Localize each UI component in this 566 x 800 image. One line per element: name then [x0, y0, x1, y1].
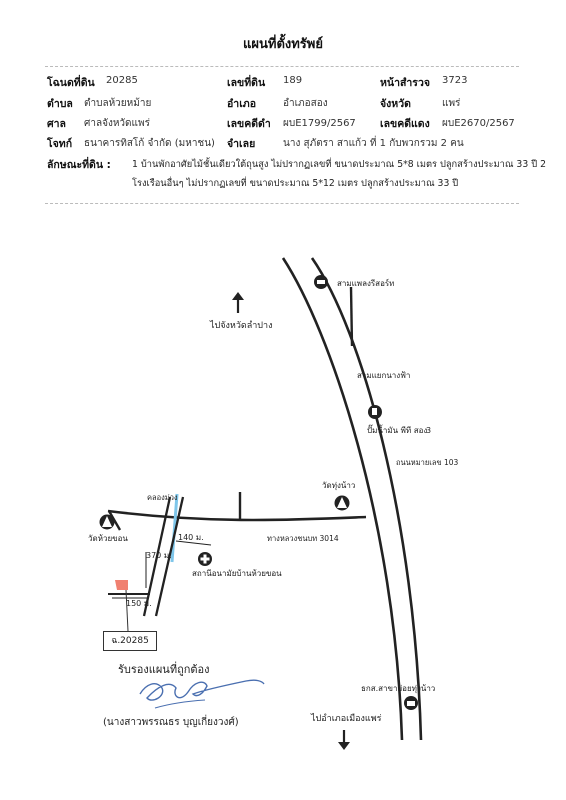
north-arrow-icon [232, 292, 244, 313]
survey-page-label: หน้าสำรวจ [380, 77, 430, 89]
survey-page-value: 3723 [442, 75, 468, 86]
property-plot [115, 580, 128, 590]
temple-east-icon [335, 496, 350, 511]
certifier-name: (นางสาวพรรณธร บุญเกี่ยงวงศ์) [103, 717, 239, 728]
bank-label: ธกส.สาขาย่อยทุ่งน้าว [361, 684, 436, 693]
deed-no-value: 20285 [106, 75, 138, 86]
gas-station-label-2: 3 [426, 426, 432, 435]
distance-150-label: 150 ม. [126, 599, 152, 608]
province-value: แพร่ [442, 98, 461, 109]
signature [140, 680, 264, 708]
rural-road-label: ทางหลวงชนบท 3014 [267, 534, 339, 543]
red-case-label: เลขคดีแดง [380, 118, 430, 130]
characteristics-label: ลักษณะที่ดิน : [47, 159, 111, 171]
deed-no-label: โฉนดที่ดิน [47, 77, 95, 89]
page-title: แผนที่ตั้งทรัพย์ [243, 37, 323, 52]
resort-label: สามแพลงรีสอร์ท [337, 279, 395, 288]
health-station-icon [198, 552, 212, 566]
distance-140-label: 140 ม. [178, 533, 204, 542]
distance-370-label: 370 ม. [146, 551, 172, 560]
health-station-label: สถานีอนามัยบ้านห้วยขอน [192, 569, 282, 578]
province-label: จังหวัด [380, 98, 411, 110]
temple-east-label: วัดทุ่งน้าว [322, 481, 356, 490]
gas-station-label-1: ปั๊มน้ำมัน พีที สอง [367, 426, 428, 435]
highway-103-label: ถนนหมายเลข 103 [396, 458, 459, 467]
branch-road [351, 287, 352, 346]
south-arrow-icon [338, 730, 350, 750]
certification-label: รับรองแผนที่ถูกต้อง [118, 663, 210, 676]
south-direction-label: ไปอำเภอเมืองแพร่ [311, 714, 382, 724]
court-value: ศาลจังหวัดแพร่ [84, 118, 150, 129]
deed-pointer-line [126, 590, 128, 631]
resort-icon [314, 275, 328, 289]
gas-station-icon [368, 405, 382, 419]
black-case-value: ผบE1799/2567 [283, 118, 356, 129]
land-no-label: เลขที่ดิน [227, 77, 266, 89]
plaintiff-label: โจทก์ [47, 138, 73, 150]
district-label: อำเภอ [227, 98, 257, 110]
intersection-label: สามแยกนางฟ้า [357, 371, 411, 380]
defendant-label: จำเลย [227, 138, 256, 150]
district-value: อำเภอสอง [283, 98, 328, 109]
defendant-value: นาง สุภัตรา สาแก้ว ที่ 1 กับพวกรวม 2 คน [283, 138, 464, 149]
court-label: ศาล [47, 118, 66, 130]
plaintiff-value: ธนาคารทิสโก้ จำกัด (มหาชน) [84, 138, 215, 149]
north-direction-label: ไปจังหวัดลำปาง [210, 321, 273, 331]
temple-west-label: วัดห้วยขอน [88, 534, 128, 543]
red-case-value: ผบE2670/2567 [442, 118, 515, 129]
bank-icon [404, 696, 418, 710]
deed-number-box: ฉ.20285 [103, 631, 157, 651]
temple-west-icon [100, 515, 115, 530]
black-case-label: เลขคดีดำ [227, 118, 271, 130]
rural-road-3014 [108, 511, 366, 520]
highway-103-east-edge [312, 258, 421, 740]
subdistrict-value: ตำบลห้วยหม้าย [84, 98, 152, 109]
subdistrict-label: ตำบล [47, 98, 73, 110]
characteristics-line-1: 1 บ้านพักอาศัยไม้ชั้นเดียวใต้ถุนสูง ไม่ปรากฏเลขที่ ขนาดประมาณ 5*8 เมตร ปลูกสร้างประมาณ 33 ปี 2 [132, 159, 546, 170]
land-no-value: 189 [283, 75, 303, 86]
characteristics-line-2: โรงเรือนอื่นๆ ไม่ปรากฏเลขที่ ขนาดประมาณ 5*12 เมตร ปลูกสร้างประมาณ 33 ปี [132, 178, 459, 189]
canal-label: คลองม่วง [147, 493, 178, 502]
